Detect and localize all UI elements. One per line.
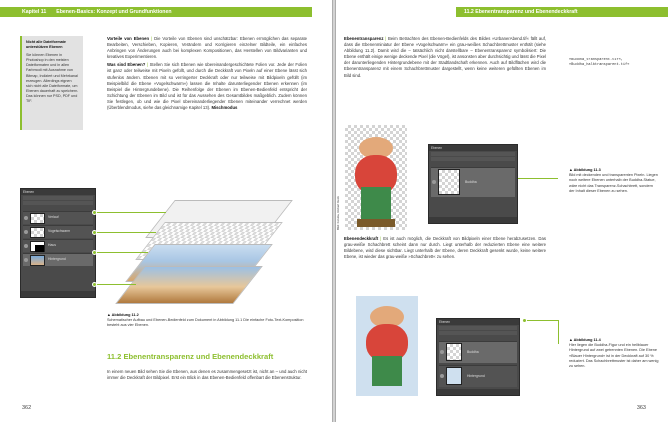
page-number-right: 363: [636, 405, 646, 411]
layers-panel-buddha-opacity[interactable]: [436, 318, 520, 396]
layers-panel-title: Ebenen: [437, 319, 519, 325]
layer-row[interactable]: [431, 167, 515, 197]
layer-row[interactable]: [23, 253, 93, 266]
eye-icon[interactable]: [24, 258, 28, 262]
advantages-lead: Vorteile von Ebenen: [107, 36, 150, 41]
caption-body: Schematischer Aufbau und Ebenen-Bedienfeld zum Dokument in Abbildung 11.1 Die einfache Foto-Text-Komposition besteht aus vier Ebenen.: [107, 318, 304, 328]
caption-body: Hier liegen die Buddha-Figur und ein hellblauer Hintergrund auf zwei getrennten Ebenen. Die Ebene »Blauer Hintergrund« ist in der Deckkraft auf 30 % reduziert. Das Schachbrettmuster ist daher am wenig zu sehen.: [569, 343, 659, 369]
info-box-title: Nicht alle Dateiformate unterstützen Ebenen: [26, 40, 66, 50]
eye-icon[interactable]: [24, 244, 28, 248]
section-intro-text: In einem neuen Bild sehen Sie die Ebenen, aus denen es zusammengesetzt ist, nicht an – und auch nicht immer die Deckkraft der Bildpixel. Erst ein Blick in das Ebenen-Bedienfeld offenbart die Ebenenstruktur.: [107, 369, 307, 381]
example-file-2: »Buddha_halbtransparent.tif«: [569, 63, 630, 67]
chapter-label: Kapitel 11: [22, 9, 47, 15]
transparency-body: Beim Betrachten des Ebenen-Bedienfelds des Bildes »UrbanerAbend.tif« fällt auf, dass die Ebenenminiatur der Ebene »Vogelschwarm« ein grau-weißes Schachbrettmuster enthält (siehe Abbildung 11.2). Damit wird die – tatsächlich nicht darstellbare – Ebenentransparenz symbolisiert: Die Ebene enthält einige wenige deckende Pixel (die Vögel), ist ansonsten aber durchsichtig und lässt die Pixel der darunterliegenden Hintergrundebene mit der Stadtlandschaft erkennen. Auch auf Bildflächen wird die Ebenentransparenz mit einem Schachbrettmuster dargestellt, wenn keine weiteren gefüllten Ebenen im Bild sind.: [344, 36, 546, 78]
layers-panel-footer: [21, 291, 95, 297]
layer-thumbnail: [446, 343, 462, 361]
layer-thumbnail: [446, 367, 462, 385]
layer-name: Buddha: [465, 180, 477, 184]
figure-caption-11-2: [107, 313, 307, 329]
photo-credit: Bild: Fotolia, Robert Keck: [336, 196, 340, 230]
layer-thumbnail: [438, 169, 460, 195]
buddha-halftransparent-image: [356, 296, 418, 396]
eye-icon[interactable]: [440, 350, 444, 354]
opacity-text: Ebenendeckkraft | Es ist auch möglich, die Deckkraft von Bildpixeln einer Ebene herabzusetzen. Das grau-weiße Schachbrett scheint dann nur durch. Liegt unterhalb der reduzierten Ebene eine weitere Bildebene, wird diese sichtbar. Liegt unterhalb der Ebene, deren Deckkraft gesenkt wurde, keine weitere Ebene, ist wieder das grau-weiße »Schachbrett« zu sehen.: [344, 236, 546, 260]
blend-mode-term: Mischmodus: [211, 105, 238, 111]
layer-row[interactable]: [23, 211, 93, 224]
opacity-body: Es ist auch möglich, die Deckkraft von Bildpixeln einer Ebene herabzusetzen. Das grau-weiße Schachbrett scheint dann nur durch. Liegt unterhalb der reduzierten Ebene eine weitere Bildebene, wird diese sichtbar. Liegt unterhalb der Ebene, deren Deckkraft gesenkt wurde, keine weitere Ebene, ist wieder das grau-weiße »Schachbrett« zu sehen.: [344, 236, 546, 260]
layers-panel-footer: [429, 217, 517, 223]
advantages-text: Die Vorteile von Ebenen sind unschätzbar: Ebenen ermöglichen das separate Bearbeiten, Verschieben, Kopieren, Verändern und Korrigieren einzelner Bildteile, ein einfaches Anbringen von Änderungen auch bei komplexen Kompositionen, das Herstellen von Bildvarianten und kreatives Experimentieren.: [107, 36, 307, 60]
eye-icon[interactable]: [24, 216, 28, 220]
caption-title: ▲ Abbildung 11.2: [107, 313, 139, 317]
buddha-transparent-image: [345, 125, 407, 230]
layer-name: Hintergrund: [467, 374, 485, 378]
eye-icon[interactable]: [24, 230, 28, 234]
figure-caption-11-4: [569, 338, 659, 369]
whatare-text: Stellen Sie sich Ebenen wie übereinandergeschichtete Folien vor. Jede der Folien ist ganz oder teilweise mit Pixeln gefüllt, und durch die Deckkraft von Pixeln auf einer Ebene lässt sich stufenlos ändern. Ebenen mit so verringerter Deckkraft oder nur teilweise mit Bildpixeln gefüllt (im Beispielbild die Ebene »Vogelschwarm«) lassen die Inhalte darunterliegender Ebenen erkennen (im Beispiel die Hintergrundebene). Die Reihenfolge der Ebenen im Ebenen-Bedienfeld entspricht der Schichtung der Ebenen im Bild und ist für das Aussehen des Gesamtbildes maßgeblich. Zudem können Sie festlegen, ob und wie die Pixel übereinanderliegender Ebenen miteinander verrechnet werden (Überblendmodus, siehe das gleichnamige Kapitel 13).: [107, 62, 307, 111]
opacity-lead: Ebenendeckkraft: [344, 236, 379, 241]
chapter-title: Ebenen-Basics: Konzept und Grundfunktionen: [56, 9, 172, 15]
layer-name: Hintergrund: [48, 257, 66, 261]
layers-panel-title: Ebenen: [21, 189, 95, 195]
layer-thumbnail: [30, 255, 45, 266]
layer-name: Vogelschwarm: [48, 229, 71, 233]
caption-body: Bild mit deckenden und transparenten Pixeln. Liegen noch weitere Ebenen unterhalb der Buddha-Statue, wäre nicht das Transparenz-Schachbrett, sondern der Inhalt dieser Ebenen zu sehen.: [569, 173, 658, 193]
whatare-lead: Was sind Ebenen?: [107, 62, 146, 68]
left-running-header: [0, 7, 312, 17]
layer-row[interactable]: [439, 341, 517, 363]
example-file-1: »Buddha_transparent.tif«,: [569, 58, 623, 62]
info-box: [20, 36, 83, 130]
layer-row[interactable]: [439, 365, 517, 387]
layer-row[interactable]: [23, 225, 93, 238]
page-number-left: 362: [22, 405, 32, 411]
layers-panel-buddha[interactable]: [428, 144, 518, 224]
transparency-text: Ebenentransparenz | Beim Betrachten des Ebenen-Bedienfelds des Bildes »UrbanerAbend.tif« fällt auf, dass die Ebenenminiatur der Ebene »Vogelschwarm« ein grau-weißes Schachbrettmuster enthält (siehe Abbildung 11.2). Damit wird die – tatsächlich nicht darstellbare – Ebenentransparenz symbolisiert: Die Ebene enthält einige wenige deckende Pixel (die Vögel), ist ansonsten aber durchsichtig und lässt die Pixel der darunterliegenden Hintergrundebene mit der Stadtlandschaft erkennen. Auch auf Bildflächen wird die Ebenentransparenz mit einem Schachbrettmuster dargestellt, wenn keine weiteren gefüllten Ebenen im Bild sind.: [344, 36, 546, 78]
left-body-text: Vorteile von Ebenen | Die Vorteile von Ebenen sind unschätzbar: Ebenen ermöglichen das separate Bearbeiten, Verschieben, Kopieren, Verändern und Korrigieren einzelner Bildteile, ein einfaches Anbringen von Änderungen auch bei komplexen Kompositionen, das Herstellen von Bildvarianten und kreatives Experimentieren. Was sind Ebenen? | Stellen Sie sich Ebenen wie übereinandergeschichtete Folien vor. Jede der Folien ist ganz oder teilweise mit Pixeln gefüllt, und durch die Deckkraft von Pixeln auf einer Ebene lässt sich stufenlos ändern. Ebenen mit so verringerter Deckkraft oder nur teilweise mit Bildpixeln gefüllt (im Beispielbild die Ebene »Vogelschwarm«) lassen die Inhalte darunterliegender Ebenen erkennen (im Beispiel die Hintergrundebene). Die Reihenfolge der Ebenen im Ebenen-Bedienfeld entspricht der Schichtung der Ebenen im Bild und ist für das Aussehen des Gesamtbildes maßgeblich. Zudem können Sie festlegen, ob und wie die Pixel übereinanderliegender Ebenen miteinander verrechnet werden (Überblendmodus, siehe das gleichnamige Kapitel 13). Mischmodus: [107, 36, 307, 111]
layer-thumbnail: [30, 241, 45, 252]
caption-title: ▲ Abbildung 11.4: [569, 338, 601, 342]
eye-icon[interactable]: [440, 374, 444, 378]
section-heading: 11.2 Ebenentransparenz und Ebenendeckkraft: [107, 352, 274, 361]
eye-icon[interactable]: [432, 180, 436, 184]
left-page: [0, 0, 332, 422]
layer-name: Haus: [48, 243, 56, 247]
layers-panel-title: Ebenen: [429, 145, 517, 151]
layer-thumbnail: [30, 213, 45, 224]
example-files: [569, 58, 659, 74]
right-page: [336, 0, 668, 422]
layer-name: Verlauf: [48, 215, 59, 219]
info-box-body: Sie können Ebenen in Photoshop in den meisten Dateiformaten und in allen Farbmodi mit Ausnahme von Bitmap, Indiziert und Mehrkanal erzeugen. Allerdings eignen sich nicht alle Dateiformate, um Ebenen dauerhaft zu speichern. Das können nur PSD, PDF und TIF.: [26, 53, 79, 104]
layer-name: Buddha: [467, 350, 479, 354]
layers-panel[interactable]: [20, 188, 96, 298]
layers-panel-footer: [437, 389, 519, 395]
figure-caption-11-3: [569, 168, 659, 194]
transparency-lead: Ebenentransparenz: [344, 36, 384, 41]
layer-row[interactable]: [23, 239, 93, 252]
caption-title: ▲ Abbildung 11.3: [569, 168, 601, 172]
section-title: 11.2 Ebenentransparenz und Ebenendeckkraft: [464, 9, 578, 15]
right-running-header: [456, 7, 668, 17]
layer-thumbnail: [30, 227, 45, 238]
